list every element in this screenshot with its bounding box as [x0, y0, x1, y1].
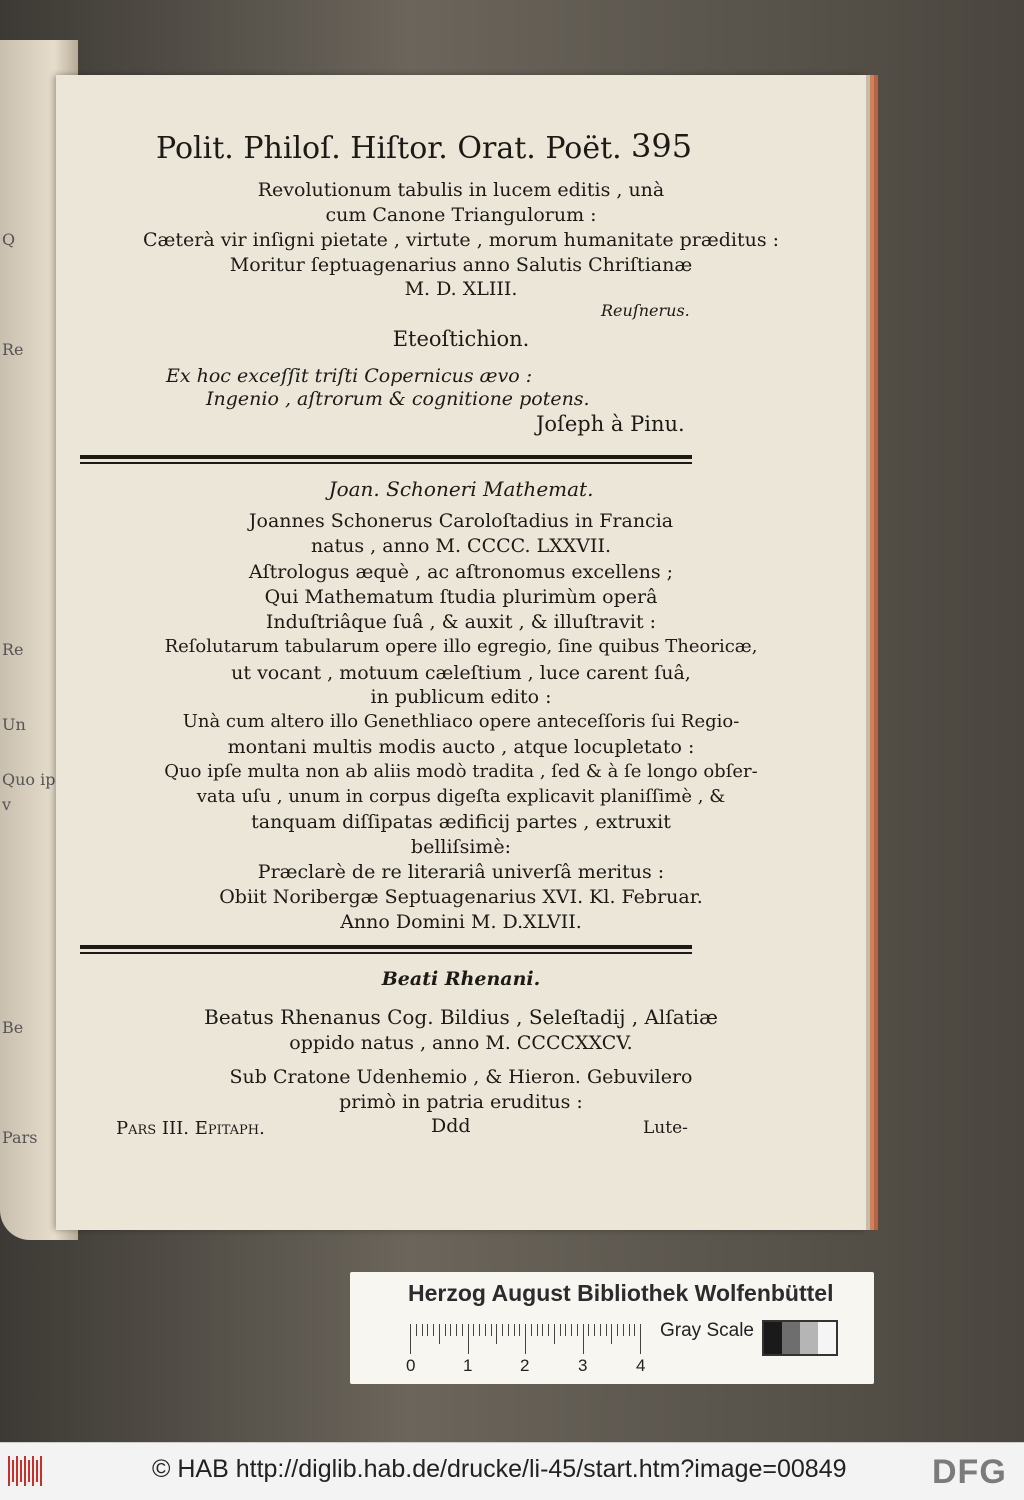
text-line: Quo ipſe multa non ab aliis modò tradita , ſed & à ſe longo obſer-: [164, 761, 758, 782]
text-line: Revolutionum tabulis in lucem editis , unà: [257, 179, 665, 201]
text-line: Aſtrologus æquè , ac aſtronomus excellens ;: [248, 561, 674, 583]
gray-scale-label: Gray Scale: [660, 1320, 754, 1341]
text-line: M. D. XLIII.: [404, 278, 518, 300]
left-fragment: Q: [2, 230, 16, 249]
signature-mark: Ddd: [431, 1115, 471, 1137]
dfg-logo: DFG: [932, 1453, 1007, 1491]
section-title: Beati Rhenani.: [381, 968, 541, 990]
scale-ruler: [410, 1324, 640, 1354]
text-line: oppido natus , anno M. CCCCXXCV.: [289, 1032, 633, 1054]
ruler-tick: [410, 1324, 411, 1354]
text-line: in publicum edito :: [370, 686, 552, 708]
hab-logo-icon: [8, 1456, 46, 1486]
text-line: Moritur ſeptuagenarius anno Salutis Chriſtianæ: [229, 254, 693, 276]
ruler-tick: [433, 1324, 434, 1336]
ruler-tick: [571, 1324, 572, 1336]
ruler-tick: [422, 1324, 423, 1336]
ruler-number: 0: [406, 1356, 416, 1375]
ruler-number: 2: [520, 1356, 530, 1375]
text-line: Joannes Schonerus Caroloſtadius in Francia: [248, 510, 674, 532]
ruler-number: 3: [578, 1356, 588, 1375]
ruler-tick: [542, 1324, 543, 1336]
ruler-tick: [554, 1324, 555, 1344]
left-fragment: v: [2, 795, 12, 814]
section-rule: [80, 455, 692, 459]
ruler-tick: [473, 1324, 474, 1336]
ruler-tick: [640, 1324, 641, 1354]
text-line: ut vocant , motuum cæleſtium , luce carent ſuâ,: [231, 662, 691, 684]
copyright-url[interactable]: © HAB http://diglib.hab.de/drucke/li-45/start.htm?image=00849: [152, 1455, 847, 1483]
eteostichion-title: Eteoſtichion.: [392, 327, 530, 351]
page-number: 395: [631, 127, 693, 165]
ruler-tick: [560, 1324, 561, 1336]
ruler-tick: [450, 1324, 451, 1336]
ruler-tick: [479, 1324, 480, 1336]
attribution-pinu: Joſeph à Pinu.: [536, 412, 685, 436]
ruler-tick: [577, 1324, 578, 1336]
text-line: Unà cum altero illo Genethliaco opere anteceſſoris ſui Regio-: [182, 711, 740, 732]
library-name: Herzog August Bibliothek Wolfenbüttel: [408, 1280, 834, 1306]
attribution-reusner: Reuſnerus.: [601, 301, 690, 320]
ruler-tick: [416, 1324, 417, 1336]
book-page: [56, 75, 866, 1230]
ruler-number: 1: [463, 1356, 473, 1375]
text-line: primò in patria eruditus :: [339, 1091, 583, 1113]
left-fragment: Be: [2, 1018, 24, 1037]
left-fragment: Quo ip: [2, 770, 56, 789]
ruler-tick: [525, 1324, 526, 1354]
ruler-tick: [439, 1324, 440, 1344]
left-fragment: Pars: [2, 1128, 38, 1147]
ruler-tick: [427, 1324, 428, 1336]
left-fragment: Un: [2, 715, 26, 734]
gray-scale-swatch: [762, 1320, 838, 1356]
library-color-card: [350, 1272, 874, 1384]
ruler-tick: [565, 1324, 566, 1336]
left-fragment: Re: [2, 640, 24, 659]
ruler-tick: [502, 1324, 503, 1336]
text-line: Qui Mathematum ſtudia plurimùm operâ: [264, 586, 658, 608]
ruler-tick: [548, 1324, 549, 1336]
ruler-tick: [445, 1324, 446, 1336]
ruler-number: 4: [636, 1356, 646, 1375]
text-line: natus , anno M. CCCC. LXXVII.: [310, 535, 612, 557]
left-fragment: Re: [2, 340, 24, 359]
text-line: Præclarè de re literariâ univerſâ meritus :: [257, 861, 665, 883]
text-line: Induſtriâque ſuâ , & auxit , & illuſtravit :: [265, 611, 657, 633]
text-line: vata uſu , unum in corpus digeſta explicavit planiſſimè , &: [196, 786, 726, 807]
text-line: cum Canone Triangulorum :: [325, 204, 597, 226]
ruler-tick: [611, 1324, 612, 1344]
section-title: Joan. Schoneri Mathemat.: [328, 477, 594, 501]
ruler-tick: [583, 1324, 584, 1354]
text-line: Beatus Rhenanus Cog. Bildius , Seleſtadij , Alſatiæ: [204, 1005, 718, 1029]
running-header: Polit. Philoſ. Hiſtor. Orat. Poët.: [156, 131, 622, 166]
ruler-tick: [588, 1324, 589, 1336]
section-rule: [80, 945, 692, 949]
catchword: Lute-: [643, 1118, 688, 1138]
poem-line: Ex hoc exceſſit triſti Copernicus ævo :: [166, 365, 533, 387]
text-line: tanquam diſſipatas ædificij partes , extruxit: [251, 811, 671, 833]
ruler-tick: [468, 1324, 469, 1354]
viewer-footer: [0, 1442, 1024, 1500]
ruler-tick: [508, 1324, 509, 1336]
page-footer-label: Pars III. Epitaph.: [116, 1118, 265, 1139]
poem-line: Ingenio , aſtrorum & cognitione potens.: [206, 388, 590, 410]
ruler-tick: [634, 1324, 635, 1336]
ruler-tick: [491, 1324, 492, 1336]
text-line: Obiit Noribergæ Septuagenarius XVI. Kl. Februar.: [219, 886, 703, 908]
text-line: montani multis modis aucto , atque locupletato :: [227, 736, 695, 758]
ruler-tick: [514, 1324, 515, 1336]
ruler-tick: [537, 1324, 538, 1336]
text-line: belliſsimè:: [410, 836, 512, 858]
ruler-tick: [462, 1324, 463, 1336]
ruler-tick: [606, 1324, 607, 1336]
ruler-tick: [519, 1324, 520, 1336]
ruler-tick: [594, 1324, 595, 1336]
ruler-tick: [485, 1324, 486, 1336]
ruler-tick: [496, 1324, 497, 1344]
ruler-tick: [629, 1324, 630, 1336]
ruler-tick: [456, 1324, 457, 1336]
ruler-tick: [623, 1324, 624, 1336]
text-line: Anno Domini M. D.XLVII.: [340, 911, 582, 933]
ruler-tick: [617, 1324, 618, 1336]
text-line: Sub Cratone Udenhemio , & Hieron. Gebuvilero: [229, 1066, 693, 1088]
text-line: Reſolutarum tabularum opere illo egregio, ſine quibus Theoricæ,: [164, 636, 758, 657]
text-line: Cæterà vir inſigni pietate , virtute , morum humanitate præditus :: [142, 229, 780, 251]
ruler-tick: [600, 1324, 601, 1336]
ruler-tick: [531, 1324, 532, 1336]
